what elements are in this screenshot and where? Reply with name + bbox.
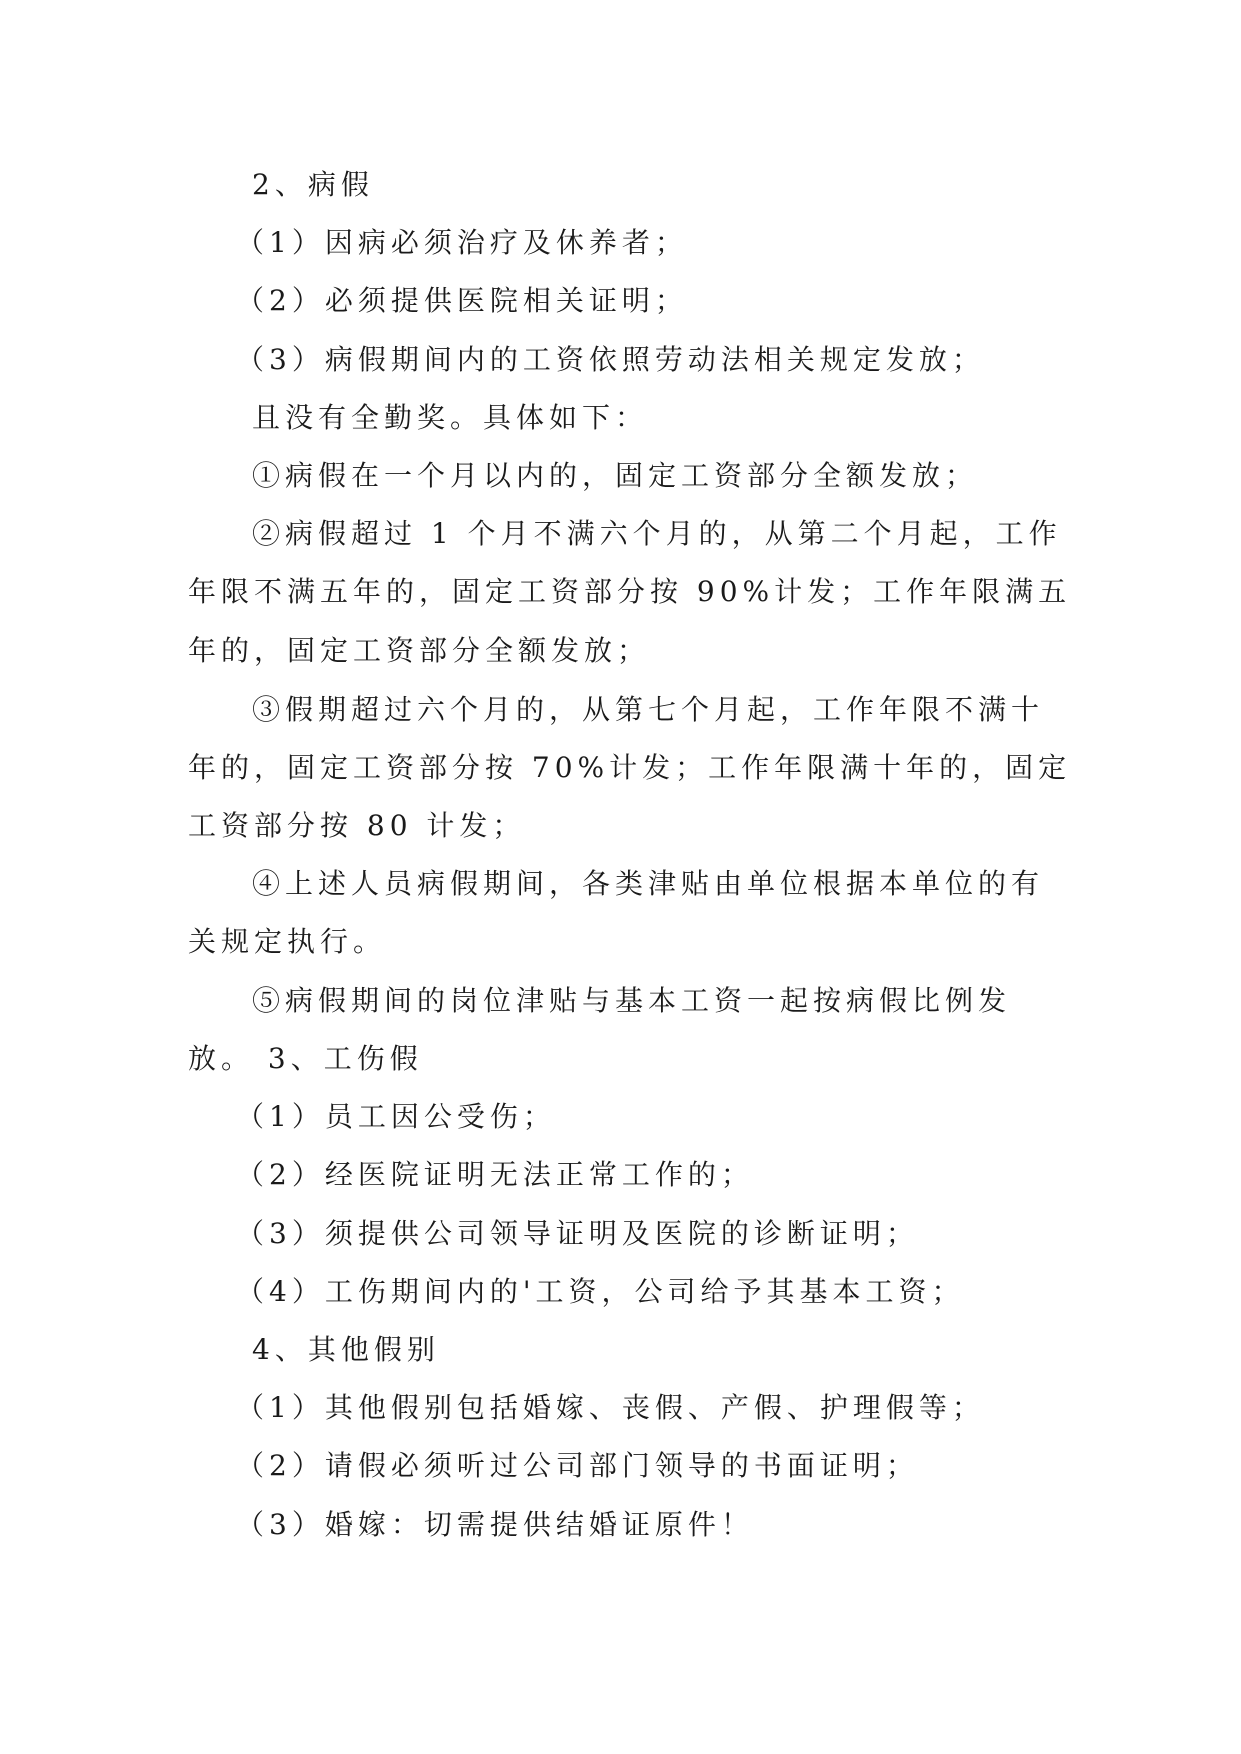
section-heading-sick-leave: 2、病假: [252, 168, 374, 201]
list-item: （1）员工因公受伤；: [236, 1100, 556, 1133]
list-item: （3）病假期间内的工资依照劳动法相关规定发放；: [236, 343, 985, 376]
paragraph-line: 年限不满五年的，固定工资部分按 90%计发；工作年限满五: [188, 575, 1072, 608]
list-item: ⑤病假期间的岗位津贴与基本工资一起按病假比例发: [252, 984, 1012, 1017]
paragraph-line: 年的，固定工资部分全额发放；: [188, 634, 651, 667]
paragraph-line: 放。 3、工伤假: [188, 1042, 423, 1075]
paragraph-line: 工资部分按 80 计发；: [188, 809, 526, 842]
section-heading-other-leave: 4、其他假别: [252, 1333, 440, 1366]
list-item: ①病假在一个月以内的，固定工资部分全额发放；: [252, 459, 979, 492]
list-item: ②病假超过 1 个月不满六个月的，从第二个月起，工作: [252, 517, 1062, 550]
list-item: （1）其他假别包括婚嫁、丧假、产假、护理假等；: [236, 1391, 985, 1424]
list-item: （3）须提供公司领导证明及医院的诊断证明；: [236, 1217, 919, 1250]
list-item: ④上述人员病假期间，各类津贴由单位根据本单位的有: [252, 867, 1045, 900]
list-item: （4）工伤期间内的'工资，公司给予其基本工资；: [236, 1275, 965, 1308]
list-item: （2）请假必须听过公司部门领导的书面证明；: [236, 1449, 919, 1482]
list-item: （2）经医院证明无法正常工作的；: [236, 1158, 754, 1191]
list-item: （3）婚嫁：切需提供结婚证原件！: [236, 1508, 754, 1541]
list-item: （1）因病必须治疗及休养者；: [236, 226, 688, 259]
list-item: ③假期超过六个月的，从第七个月起，工作年限不满十: [252, 693, 1045, 726]
list-item: （2）必须提供医院相关证明；: [236, 284, 688, 317]
paragraph-line: 关规定执行。: [188, 925, 387, 958]
paragraph-line: 且没有全勤奖。具体如下：: [252, 401, 649, 434]
paragraph-line: 年的，固定工资部分按 70%计发；工作年限满十年的，固定: [188, 751, 1072, 784]
